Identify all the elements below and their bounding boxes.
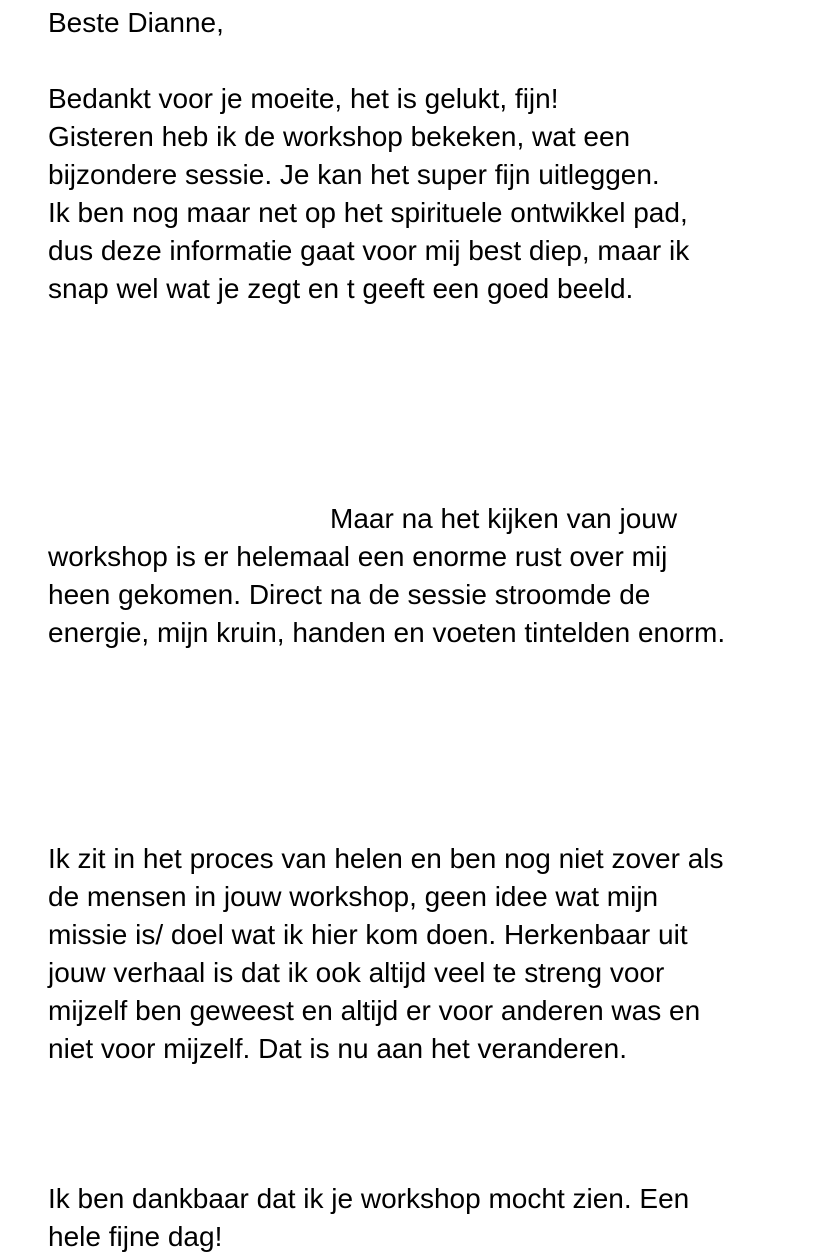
text-line: de mensen in jouw workshop, geen idee wat mijn	[48, 881, 659, 912]
text-line: heen gekomen. Direct na de sessie stroomde de	[48, 579, 651, 610]
text-line: Ik ben dankbaar dat ik je workshop mocht zien. Een	[48, 1183, 690, 1214]
text-line: Gisteren heb ik de workshop bekeken, wat een	[48, 121, 631, 152]
text-line: energie, mijn kruin, handen en voeten tintelden enorm.	[48, 617, 726, 648]
text-line: Ik ben nog maar net op het spirituele ontwikkel pad,	[48, 197, 688, 228]
text-line: Maar na het kijken van jouw	[330, 503, 678, 534]
text-line: snap wel wat je zegt en t geeft een goed beeld.	[48, 273, 634, 304]
text-line: Ik zit in het proces van helen en ben nog niet zover als	[48, 843, 724, 874]
greeting: Beste Dianne,	[48, 7, 224, 38]
text-line: bijzondere sessie. Je kan het super fijn uitleggen.	[48, 159, 660, 190]
text-line: missie is/ doel wat ik hier kom doen. Herkenbaar uit	[48, 919, 688, 950]
text-line: workshop is er helemaal een enorme rust over mij	[48, 541, 668, 572]
text-line: jouw verhaal is dat ik ook altijd veel te streng voor	[48, 957, 665, 988]
text-line: mijzelf ben geweest en altijd er voor anderen was en	[48, 995, 701, 1026]
text-line: Bedankt voor je moeite, het is gelukt, fijn!	[48, 83, 559, 114]
text-line: niet voor mijzelf. Dat is nu aan het veranderen.	[48, 1033, 627, 1064]
text-line: dus deze informatie gaat voor mij best diep, maar ik	[48, 235, 690, 266]
text-line: hele fijne dag!	[48, 1221, 223, 1252]
